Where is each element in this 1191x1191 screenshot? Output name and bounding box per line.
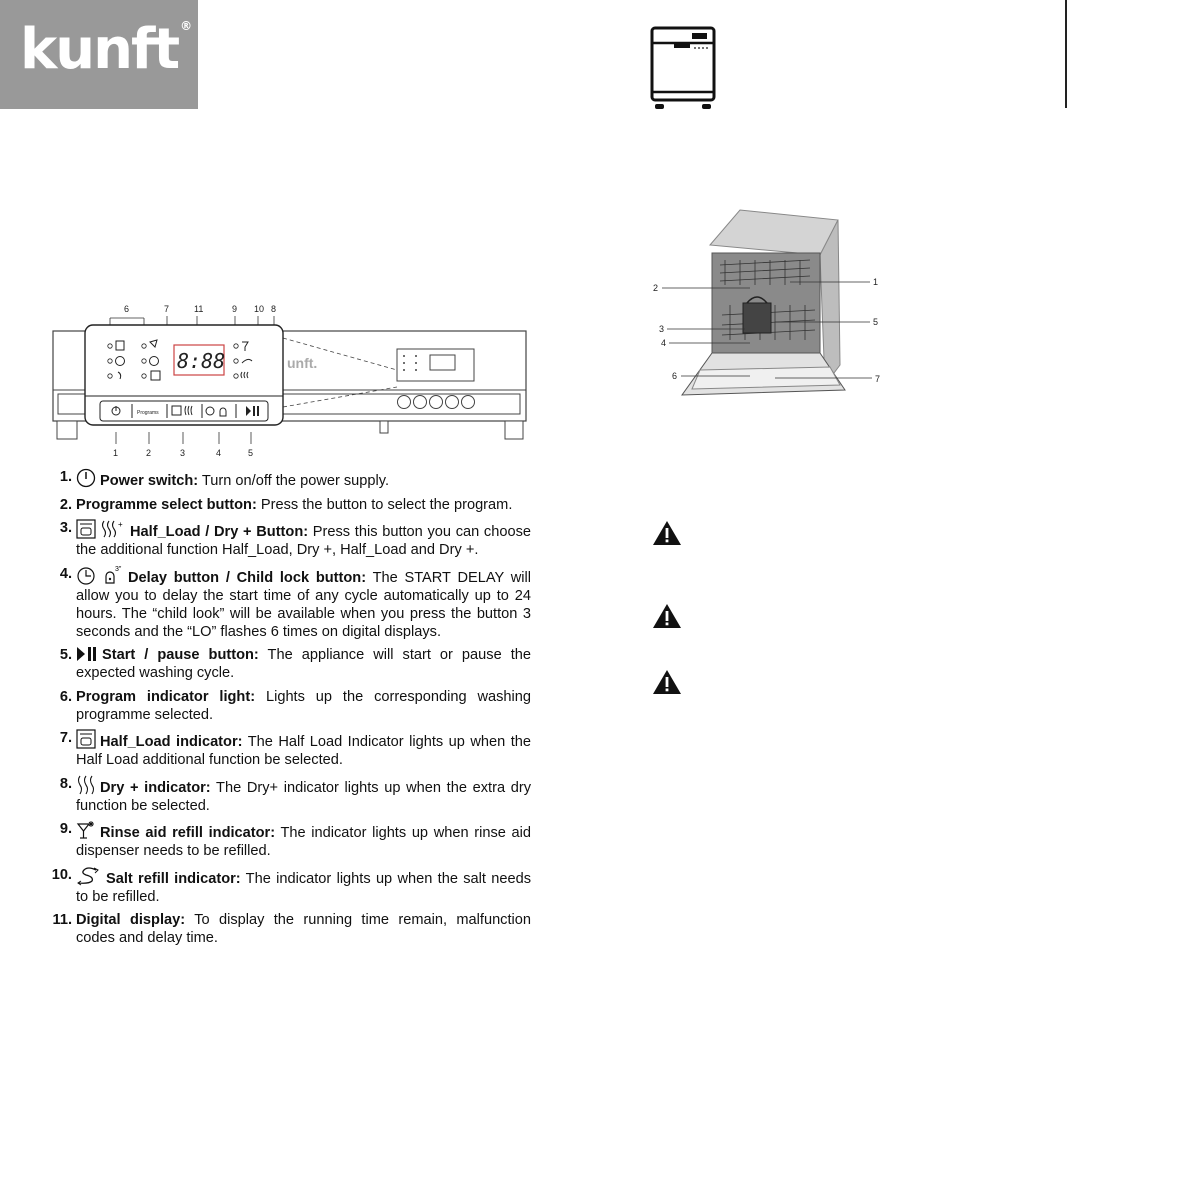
list-item [42, 775, 531, 815]
item-title: Program indicator light: [76, 688, 256, 705]
item-number: 1. [59, 469, 72, 485]
callout-bottom-5: 5 [248, 448, 254, 458]
photo-callout-5: 5 [873, 317, 879, 327]
photo-callout-2: 2 [653, 283, 659, 293]
item-title: Rinse aid refill indicator: [100, 825, 276, 841]
item-number: 6. [59, 688, 72, 705]
header-divider [1065, 0, 1067, 108]
callout-top-10: 10 [254, 304, 265, 314]
item-text: The Half Load Indicator lights up when the Half Load additional function be selected. [76, 734, 531, 768]
callout-bottom-2: 2 [146, 448, 152, 458]
callout-top-7: 7 [164, 304, 170, 314]
item-text: Lights up the corresponding washing programme selected. [76, 688, 531, 723]
list-item [42, 911, 531, 947]
callout-top-8: 8 [271, 304, 277, 314]
item-text: The indicator lights up when rinse aid dispenser needs to be refilled. [76, 825, 531, 859]
salt-icon [76, 866, 102, 886]
item-title: Delay button / Child lock button: [128, 569, 367, 586]
delay-child-lock-icon [76, 565, 124, 585]
callout-top-6: 6 [124, 304, 130, 314]
photo-callout-1: 1 [873, 277, 879, 287]
list-item [42, 468, 531, 490]
item-number: 2. [59, 496, 72, 513]
item-number: 4. [59, 565, 72, 582]
brand-name: kunft [20, 17, 179, 82]
svg-text:3": 3" [115, 565, 122, 573]
dishwasher-icon [650, 26, 716, 112]
item-title: Dry + indicator: [100, 779, 211, 796]
svg-text:+: + [118, 520, 123, 529]
half-load-dry-icon [76, 519, 126, 539]
start-pause-icon [76, 646, 98, 662]
panel-digital-display: 8:88 [177, 349, 226, 373]
panel-brand-text: unft. [287, 355, 318, 371]
dry-icon [76, 775, 96, 795]
list-item [42, 496, 531, 514]
item-text: Press the button to select the program. [256, 496, 513, 513]
panel-program-label: Programs [137, 410, 159, 416]
brand-logo [0, 0, 198, 109]
power-icon [76, 468, 96, 488]
list-item [42, 646, 531, 682]
warning-icon [652, 520, 682, 546]
item-title: Power switch: [100, 473, 199, 489]
dishwasher-open-diagram [650, 205, 895, 415]
photo-callout-7: 7 [875, 374, 881, 384]
item-number: 5. [59, 647, 72, 663]
list-item [42, 866, 531, 906]
item-text: The Dry+ indicator lights up when the extra dry function be selected. [76, 779, 531, 814]
item-number: 10. [51, 866, 72, 883]
callout-top-9: 9 [232, 304, 238, 314]
list-item [42, 729, 531, 769]
callout-bottom-4: 4 [216, 448, 222, 458]
item-text: The START DELAY will allow you to delay the start time of any cycle automatically up to 24 hours. The “child look” will be available when you press the button 3 seconds and the “LO” flashes 6 times on digital displays. [76, 569, 531, 640]
photo-callout-6: 6 [672, 371, 678, 381]
item-number: 11. [52, 912, 72, 928]
photo-callout-4: 4 [661, 338, 667, 348]
item-title: Half_Load indicator: [100, 734, 243, 750]
item-text: Press this button you can choose the additional function Half_Load, Dry +, Half_Load and Dry +. [76, 524, 531, 558]
item-text: To display the running time remain, malfunction codes and delay time. [76, 912, 532, 946]
callout-top-11: 11 [194, 304, 204, 314]
item-title: Salt refill indicator: [106, 870, 241, 887]
item-title: Digital display: [76, 912, 186, 928]
item-title: Half_Load / Dry + Button: [130, 524, 309, 540]
photo-callout-3: 3 [659, 324, 665, 334]
callout-bottom-3: 3 [180, 448, 186, 458]
item-title: Programme select button: [76, 496, 257, 513]
list-item [42, 688, 531, 724]
item-number: 7. [59, 730, 72, 746]
control-panel-diagram [40, 300, 540, 465]
list-item [42, 565, 531, 641]
rinse-aid-icon [76, 820, 96, 840]
list-item [42, 519, 531, 559]
item-text: The appliance will start or pause the expected washing cycle. [76, 647, 531, 681]
half-load-icon [76, 729, 96, 749]
item-title: Start / pause button: [102, 647, 259, 663]
list-item [42, 820, 531, 860]
item-number: 8. [59, 775, 72, 792]
component-description-list [42, 468, 531, 953]
warning-icon [652, 669, 682, 695]
item-text: Turn on/off the power supply. [198, 473, 390, 489]
callout-bottom-1: 1 [113, 448, 119, 458]
brand-reg: ® [180, 19, 191, 33]
warning-icon [652, 603, 682, 629]
item-number: 3. [59, 520, 72, 536]
item-number: 9. [59, 821, 72, 837]
item-text: The indicator lights up when the salt needs to be refilled. [76, 870, 531, 905]
